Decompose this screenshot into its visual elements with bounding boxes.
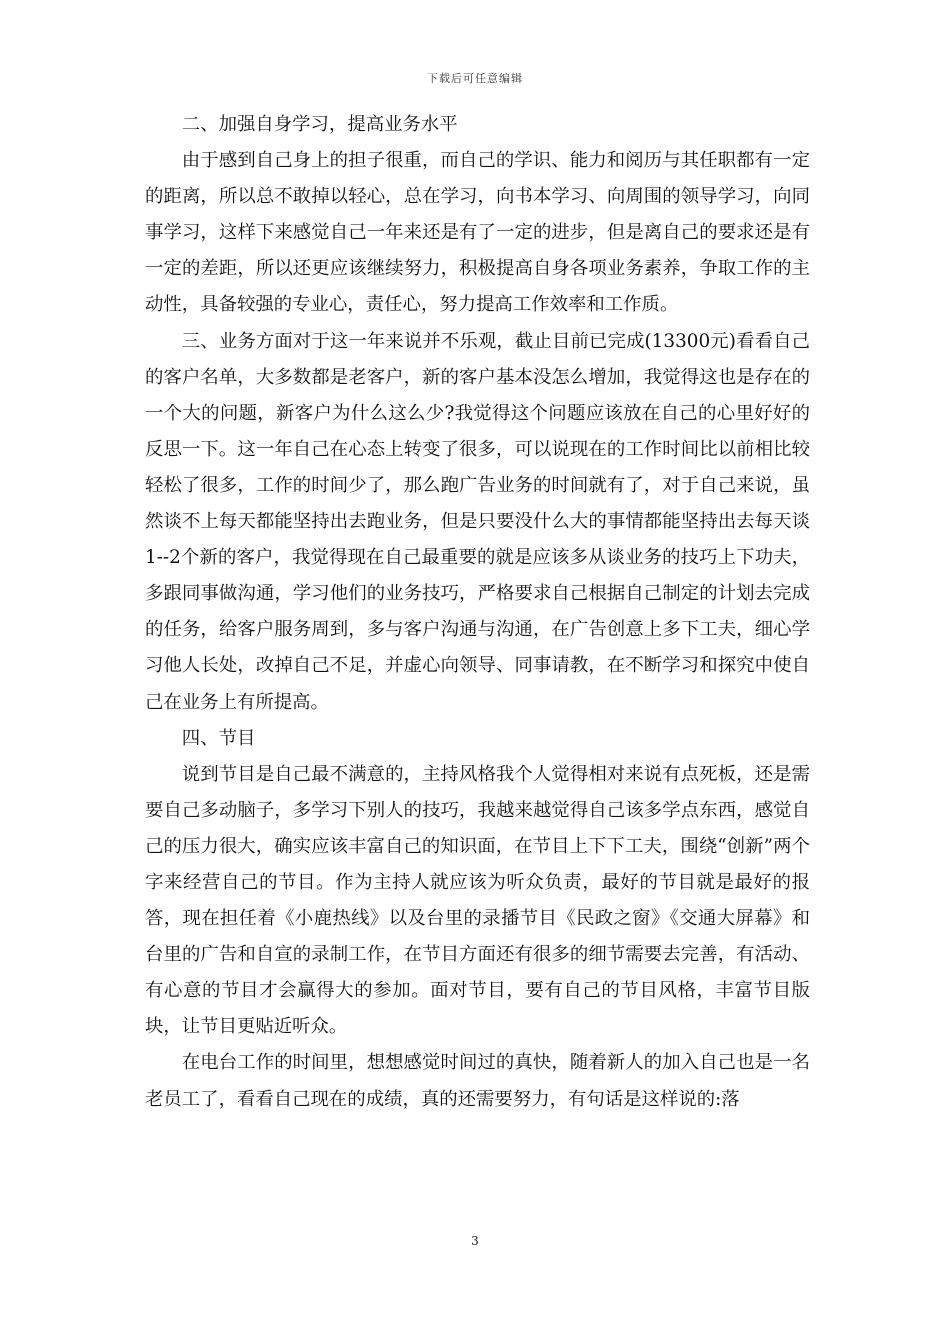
paragraph-business: 三、业务方面对于这一年来说并不乐观，截止目前已完成(13300元)看看自己的客户名单，大多数都是老客户，新的客户基本没怎么增加，我觉得这也是存在的一个大的问题，新客户为什么这么少?我觉得这个问题应该放在自己的心里好好的反思一下。这一年自己在心态上转变了很多，可以说现在的工作时间比以前相比较轻松了很多，工作的时间少了，那么跑广告业务的时间就有了，对于自己来说，虽然谈不上每天都能坚持出去跑业务，但是只要没什么大的事情都能坚持出去每天谈1--2个新的客户，我觉得现在自己最重要的就是应该多从谈业务的技巧上下功夫，多跟同事做沟通，学习他们的业务技巧，严格要求自己根据自己制定的计划去完成的任务，给客户服务周到，多与客户沟通与沟通，在广告创意上多下工夫，细心学习他人长处，改掉自己不足，并虚心向领导、同事请教，在不断学习和探究中使自己在业务上有所提高。 xyxy=(145,330,810,713)
paragraph-programs: 说到节目是自己最不满意的，主持风格我个人觉得相对来说有点死板，还是需要自己多动脑子，多学习下别人的技巧，我越来越觉得自己该多学点东西，感觉自己的压力很大，确实应该丰富自己的知识面，在节目上下下工夫，围绕“创新”两个字来经营自己的节目。作为主持人就应该为听众负责，最好的节目就是最好的报答，现在担任着《小鹿热线》以及台里的录播节目《民政之窗》《交通大屏幕》和台里的广告和自宣的录制工作，在节目方面还有很多的细节需要去完善，有活动、有心意的节目才会赢得大的参加。面对节目，要有自己的节目风格，丰富节目版块，让节目更贴近听众。 xyxy=(145,763,810,1038)
paragraph-closing: 在电台工作的时间里，想想感觉时间过的真快，随着新人的加入自己也是一名老员工了，看看自己现在的成绩，真的还需要努力，有句话是这样说的:落 xyxy=(145,1052,810,1110)
page-header: 下载后可任意编辑 xyxy=(427,72,523,85)
paragraph-study: 由于感到自己身上的担子很重，而自己的学识、能力和阅历与其任职都有一定的距离，所以总不敢掉以轻心，总在学习，向书本学习、向周围的领导学习，向同事学习，这样下来感觉自己一年来还是有了一定的进步，但是离自己的要求还是有一定的差距，所以还更应该继续努力，积极提高自身各项业务素养，争取工作的主动性，具备较强的专业心，责任心，努力提高工作效率和工作质。 xyxy=(145,150,810,316)
section-heading-study: 二、加强自身学习，提高业务水平 xyxy=(181,114,458,135)
section-heading-programs: 四、节目 xyxy=(181,727,256,749)
page-number: 3 xyxy=(471,1234,479,1248)
document-body xyxy=(145,107,810,1118)
